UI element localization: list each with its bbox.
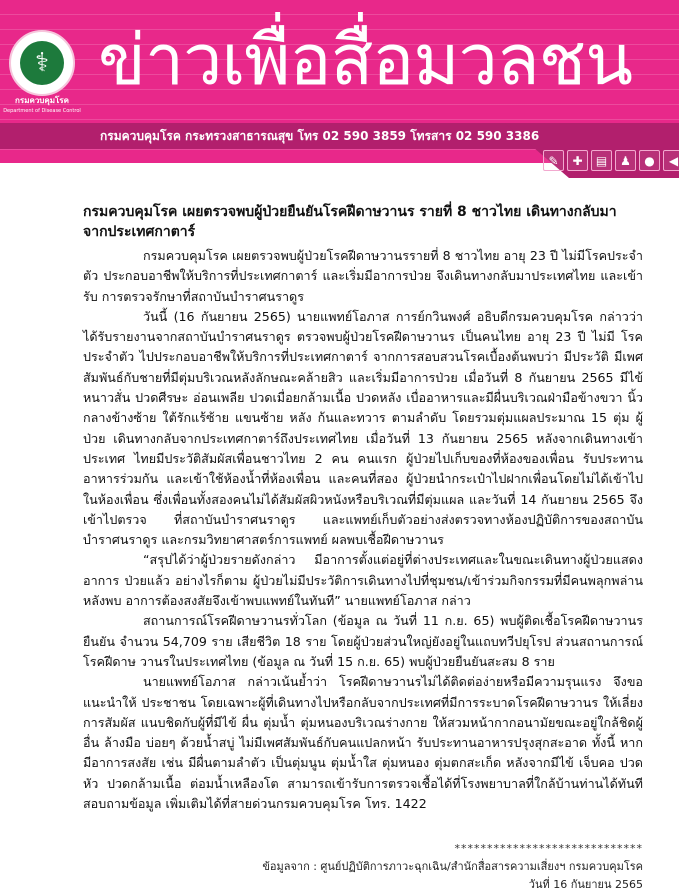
paragraph	[83, 307, 643, 551]
paragraph-line: ประกอบอาชีพให้บริการที่ประเทศกาตาร์ และเริ่มมีอาการป่วย จึงเดินทางกลับมาประเทศไทย และเข้ารับ	[83, 268, 643, 304]
article-footer	[83, 840, 643, 894]
logo-text: กรมควบคุมโรค	[15, 96, 69, 105]
release-date: วันที่ 16 กันยายน 2565	[528, 878, 643, 892]
paragraph-line: นิ้วกลางข้างซ้าย ใต้รักแร้ซ้าย แขนซ้าย หลัง ก้นและทวาร ตามลำดับ โดยรวมตุ่มแผลประมาณ 15 ตุ่ม ผู้ป่วย	[83, 390, 643, 446]
paragraph	[83, 550, 643, 611]
caduceus-icon: ⚕	[20, 41, 64, 85]
megaphone-icon: ◀	[663, 150, 679, 171]
paragraph-line: นายแพทย์โอภาส กล่าวเน้นย้ำว่า โรคฝีดาษวานรไม่ได้ติดต่อง่ายหรือมีความรุนแรง จึงขอแนะนำให้	[83, 674, 643, 710]
separator-stars: *****************************	[454, 842, 643, 856]
paragraph-line: มีเพศสัมพันธ์กับชายที่มีตุ่มบริเวณหลังลักษณะคล้ายสิว และเริ่มมีอาการป่วย เมื่อวันที่ 8 กันยายน 2565	[83, 349, 643, 385]
paragraph-line: สถานการณ์โรคฝีดาษวานรทั่วโลก (ข้อมูล ณ วันที่ 11 ก.ย. 65) พบผู้ติดเชื้อโรคฝีดาษวานรยืนยัน	[83, 613, 643, 649]
paragraph-line: เพิ่มเติมได้ที่สายด่วนกรมควบคุมโรค โทร. 1422	[165, 796, 427, 812]
paragraph-line: “สรุปได้ว่าผู้ป่วยรายดังกล่าว มีอาการตั้งแต่อยู่ที่ต่างประเทศและในขณะเดินทางผู้ป่วยแสดงอาการ	[83, 552, 643, 588]
paragraph-line: และเข้าใช้ห้องน้ำที่ห้องเพื่อน และคนที่สอง ผู้ป่วยนำกระเป๋าไปฝากเพื่อนโดยไม่ได้เข้าไปในห้องเพื่อน	[83, 471, 643, 507]
medical-cross-icon: ✚	[567, 150, 588, 171]
paragraph-line: จำนวน 54,709 ราย เสียชีวิต 18 ราย โดยผู้ป่วยส่วนใหญ่ยังอยู่ในแถบทวีปยุโรป ส่วนสถานการณ์โรคฝีดาษ	[83, 633, 643, 669]
paragraph	[83, 611, 643, 672]
source-credit: ข้อมูลจาก : ศูนย์ปฏิบัติการภาวะฉุกเฉิน/สำนักสื่อสารความเสี่ยงฯ กรมควบคุมโรค	[262, 860, 643, 874]
paragraph-line: ไทยมีประวัติสัมผัสเพื่อนชาวไทย 2 คน คนแรก ผู้ป่วยไปเก็บของที่ห้องของเพื่อน รับประทานอาหารร่วมกัน	[83, 450, 643, 487]
contact-info: กรมควบคุมโรค กระทรวงสาธารณสุข โทร 02 590 3859 โทรสาร 02 590 3386	[100, 129, 540, 143]
chat-bubble-icon: ●	[639, 150, 660, 171]
paragraph-line: แนบชิดกับผู้ที่มีไข้ ผื่น ตุ่มน้ำ ตุ่มหนองบริเวณร่างกาย ให้สวมหน้ากากอนามัยขณะอยู่ใกล้ชิดผู้อื่น ล้างมือ	[83, 714, 643, 751]
logo-subtext: Department of Disease Control	[3, 108, 81, 114]
paragraph-line: บ่อยๆ ด้วยน้ำสบู่ ไม่มีเพศสัมพันธ์กับคนแปลกหน้า รับประทานอาหารปรุงสุกสะอาด ทั้งนี้ หากมีอาการสงสัย	[83, 735, 643, 771]
paragraph-line: วันนี้ (16 กันยายน 2565) นายแพทย์โอภาส การย์กวินพงศ์ อธิบดีกรมควบคุมโรค กล่าวว่า	[143, 308, 643, 324]
paragraph-line: มีไข้ หนาวสั่น ปวดศีรษะ อ่อนเพลีย ปวดเมื่อยกล้ามเนื้อ ปวดหลัง เบื่ออาหารและมีผื่นบริเวณฝ่ามือข้างขวา	[83, 369, 643, 406]
syringe-icon: ✎	[543, 150, 564, 171]
paragraph-line: และกรมวิทยาศาสตร์การแพทย์ ผลพบเชื้อฝีดาษวานร	[161, 532, 444, 548]
paragraph	[83, 246, 643, 307]
paragraph-line: กรมควบคุมโรค เผยตรวจพบผู้ป่วยโรคฝีดาษวานรรายที่ 8 ชาวไทย อายุ 23 ปี ไม่มีโรคประจำตัว	[83, 248, 643, 284]
header-icons	[543, 150, 679, 171]
clipboard-icon: ▤	[591, 150, 612, 171]
paragraph-line: วานรในประเทศไทย (ข้อมูล ณ วันที่ 15 ก.ย. 65) พบผู้ป่วยยืนยันสะสม 8 ราย	[139, 653, 555, 669]
article	[83, 202, 643, 894]
paragraph-line: ประชาชน โดยเฉพาะผู้ที่เดินทางไปหรือกลับจากประเทศที่มีการระบาดโรคฝีดาษวานร ให้เลี่ยงการสัมผัส	[83, 694, 643, 730]
header-title: ข่าวเพื่อสื่อมวลชน	[98, 21, 633, 99]
paragraph-line: โรคประจำตัว ไปประกอบอาชีพให้บริการที่ประเทศกาตาร์ จากการสอบสวนโรคเบื้องต้นพบว่า มีประวัติ	[83, 329, 643, 365]
paragraph-line: ที่สถาบันบำราศนราดูร และแพทย์เก็บตัวอย่างส่งตรวจทางห้องปฏิบัติการของสถาบันบำราศนราดูร	[83, 511, 643, 548]
paragraph-line: เดินทางกลับจากประเทศกาตาร์ถึงประเทศไทย เมื่อวันที่ 13 กันยายน 2565 หลังจากเดินทางเข้าประเทศ	[83, 430, 643, 466]
paragraph	[83, 672, 643, 814]
paragraph-line: อาการต้องสงสัยจึงเข้าพบแพทย์ในทันที” นายแพทย์โอภาส กล่าว	[125, 593, 471, 609]
ministry-logo	[9, 30, 75, 96]
paragraph-line: เช่น มีผื่นตามลำตัว เป็นตุ่มนูน ตุ่มน้ำใส ตุ่มหนอง ตุ่มตกสะเก็ด หลังจากมีไข้ เจ็บคอ ปวดหัว ปวดกล้ามเนื้อ	[83, 755, 643, 791]
title-line: จากประเทศกาตาร์	[83, 224, 196, 240]
paragraph-line: ป่วยแล้ว อย่างไรก็ตาม ผู้ป่วยไม่มีประวัติการเดินทางไปที่ชุมชน/เข้าร่วมกิจกรรมที่มีคนพลุกพล่าน หลังพบ	[83, 572, 643, 609]
article-body	[83, 246, 643, 814]
article-title	[83, 202, 643, 242]
flask-icon: ♟	[615, 150, 636, 171]
paragraph-line: ได้รับรายงานจากสถาบันบำราศนราดูร ตรวจพบผู้ป่วยโรคฝีดาษวานร เป็นคนไทย อายุ 23 ปี ไม่มี	[83, 329, 615, 345]
title-line: กรมควบคุมโรค เผยตรวจพบผู้ป่วยยืนยันโรคฝีดาษวานร รายที่ 8 ชาวไทย เดินทางกลับมา	[83, 204, 617, 220]
paragraph-line: ต่อมน้ำเหลืองโต สามารถเข้ารับการตรวจเชื้อได้ที่โรงพยาบาลที่ใกล้บ้านท่านได้ทันที สอบถามข้อมูล	[83, 775, 643, 812]
paragraph-line: การตรวจรักษาที่สถาบันบำราศนราดูร	[101, 288, 304, 304]
paragraph-line: ซึ่งเพื่อนทั้งสองคนไม่ได้สัมผัสผิวหนังหรือบริเวณที่มีตุ่มแผล และวันที่ 14 กันยายน 2565 จึงเข้าไปตรวจ	[83, 491, 643, 527]
